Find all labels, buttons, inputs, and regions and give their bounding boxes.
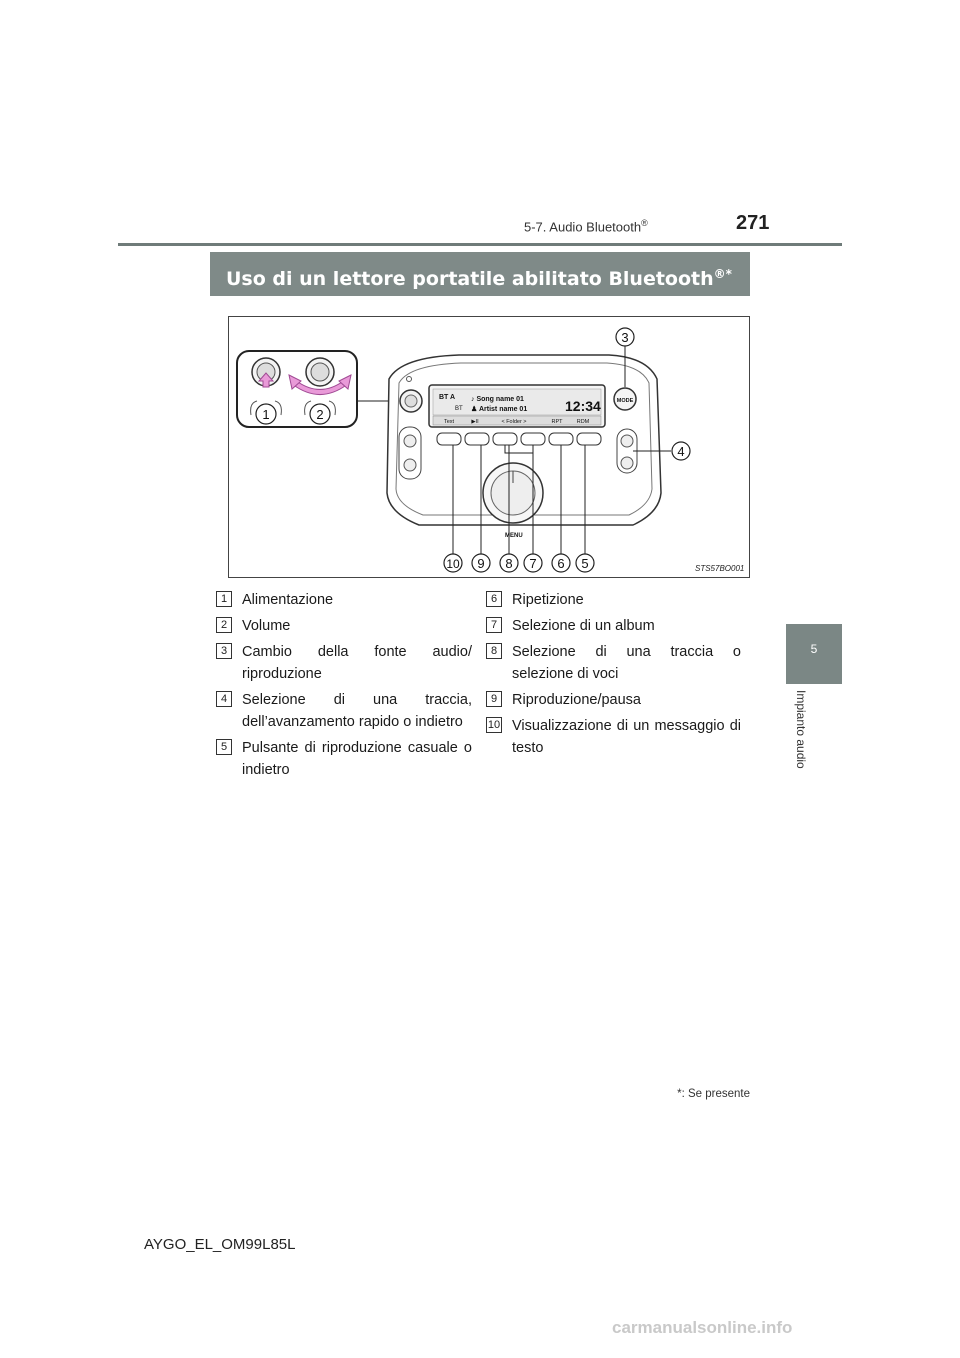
list-item: 1 Alimentazione [242, 589, 472, 611]
svg-text:MENU: MENU [505, 533, 523, 539]
svg-text:4: 4 [677, 444, 685, 459]
svg-text:MODE: MODE [616, 398, 634, 404]
legend-list-right [487, 589, 741, 763]
softkey-labels [433, 416, 601, 425]
callout-row [444, 554, 594, 572]
svg-text:10: 10 [446, 557, 460, 571]
svg-text:9: 9 [477, 556, 485, 571]
list-item: 2 Volume [242, 615, 472, 637]
audio-unit-body [387, 355, 661, 539]
header-divider [118, 243, 842, 246]
svg-text:▶II: ▶II [471, 419, 479, 425]
svg-text:7: 7 [529, 556, 537, 571]
svg-text:8: 8 [505, 556, 513, 571]
svg-text:BT: BT [455, 406, 463, 412]
svg-text:RPT: RPT [551, 419, 563, 425]
chapter-label: Impianto audio [794, 690, 808, 769]
svg-text:♪ Song name 01: ♪ Song name 01 [471, 396, 524, 403]
page-number: 271 [736, 212, 770, 234]
document-code: AYGO_EL_OM99L85L [144, 1236, 296, 1253]
svg-text:3: 3 [621, 330, 629, 345]
footnote: *: Se presente [677, 1088, 750, 1100]
svg-text:12:34: 12:34 [565, 398, 601, 414]
svg-text:Text: Text [443, 419, 455, 425]
figure-code: STS57BO001 [695, 564, 745, 573]
list-item: 3 Cambio della fonte audio/ riproduzione [242, 641, 472, 685]
list-item: 4 Selezione di una traccia, dell’avanzamento rapido o indietro [242, 689, 472, 733]
list-item: 5 Pulsante di riproduzione casuale o indietro [242, 737, 472, 781]
section-title: Uso di un lettore portatile abilitato Bluetooth®* [210, 252, 750, 296]
list-item: 7 Selezione di un album [512, 615, 741, 637]
legend-list-left [220, 589, 472, 785]
svg-text:5: 5 [581, 556, 589, 571]
svg-text:2: 2 [316, 407, 324, 422]
list-item: 9 Riproduzione/pausa [512, 689, 741, 711]
svg-text:1: 1 [262, 407, 270, 422]
list-item: 10 Visualizzazione di un messaggio di testo [487, 718, 741, 756]
list-item: 6 Ripetizione [512, 589, 741, 611]
svg-text:RDM: RDM [576, 419, 590, 425]
svg-text:6: 6 [557, 556, 565, 571]
svg-text:< Folder >: < Folder > [501, 419, 527, 425]
svg-text:BT A: BT A [439, 394, 456, 401]
chapter-number: 5 [810, 642, 818, 656]
header-section-title: 5-7. Audio Bluetooth® [524, 218, 648, 235]
svg-text:♟ Artist name 01: ♟ Artist name 01 [471, 406, 528, 413]
watermark: carmanualsonline.info [612, 1318, 793, 1337]
list-item: 8 Selezione di una traccia o selezione di voci [512, 641, 741, 685]
knob-zoom-inset [237, 351, 401, 427]
audio-unit-figure [228, 316, 750, 578]
